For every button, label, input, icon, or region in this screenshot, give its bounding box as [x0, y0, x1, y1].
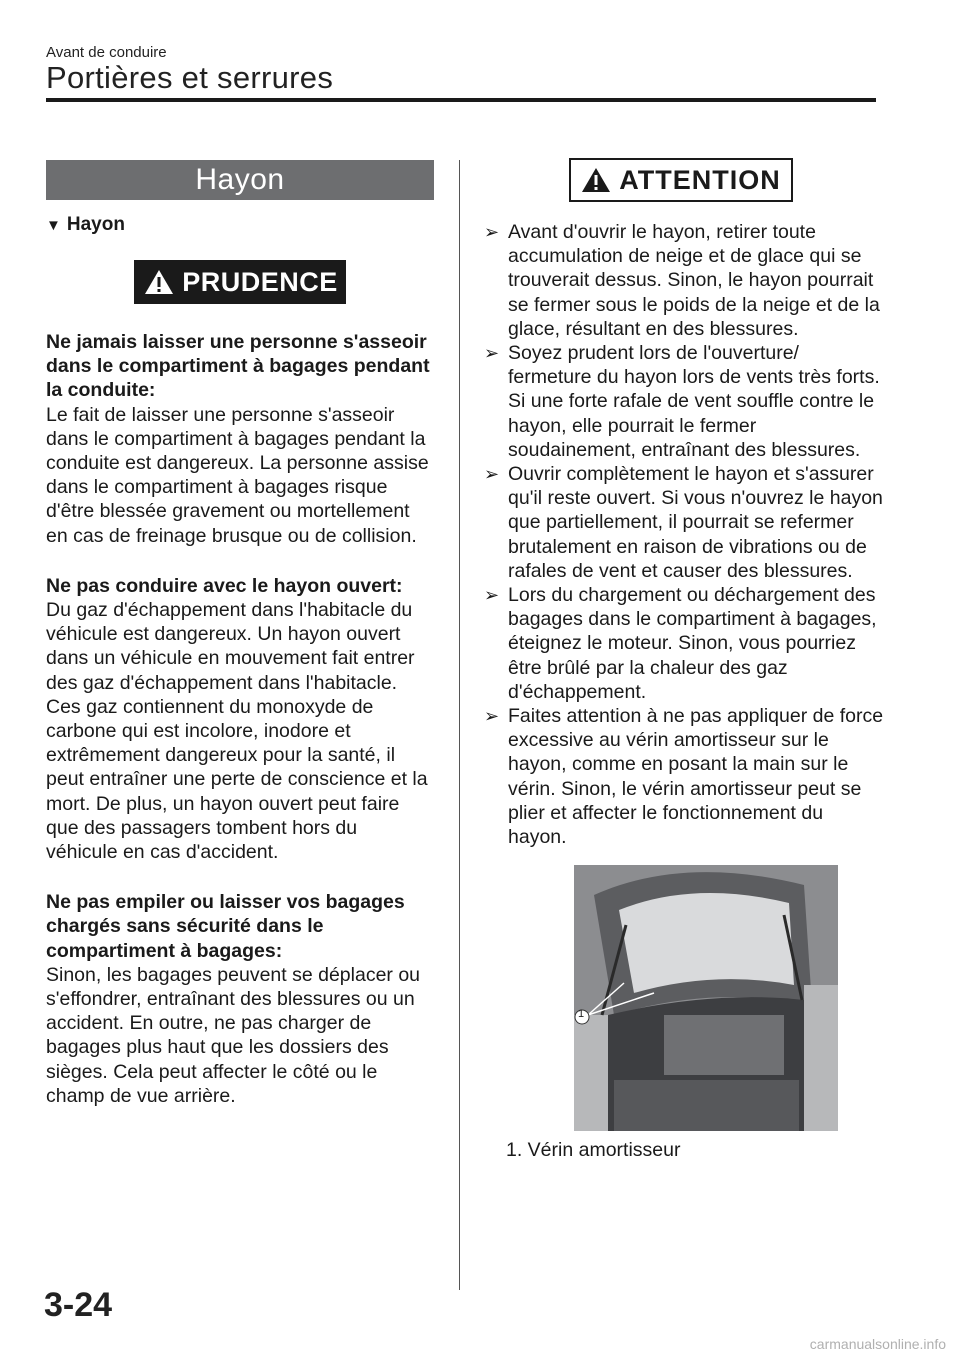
- attention-list: [476, 220, 886, 849]
- column-divider: [459, 160, 460, 1290]
- subheading: [46, 214, 434, 236]
- warning-label-wrap: [46, 260, 434, 304]
- warning-badge: [134, 260, 346, 304]
- arrow-right-icon: ➢: [484, 222, 500, 242]
- list-item: ➢ Faites attention à ne pas appliquer de force excessive au vérin amortisseur sur le hayon, comme en posant la main sur le vérin. Sinon, le vérin amortisseur peut se plier et affecter le fonctionnement du hayon.: [484, 705, 884, 849]
- attention-label: ATTENTION: [619, 164, 781, 195]
- attention-label-wrap: [476, 158, 886, 202]
- list-item: ➢ Avant d'ouvrir le hayon, retirer toute accumulation de neige et de glace qui se trouverait dessus. Sinon, le hayon pourrait se fermer sous le poids de la neige et de la glace, résultant en des blessures.: [484, 221, 880, 340]
- paragraph-1-title: Ne jamais laisser une personne s'asseoir dans le compartiment à bagages pendant la conduite:: [46, 331, 430, 402]
- header-section: Avant de conduire: [46, 44, 167, 61]
- header-divider: [46, 98, 876, 102]
- arrow-right-icon: ➢: [484, 706, 500, 727]
- page-title: Portières et serrures: [46, 60, 334, 95]
- paragraph-3: [46, 890, 434, 1108]
- section-banner: Hayon: [46, 160, 434, 200]
- warning-label: PRUDENCE: [182, 266, 338, 297]
- left-column: [46, 160, 434, 1108]
- paragraph-2-text: Du gaz d'échappement dans l'habitacle du véhicule est dangereux. Un hayon ouvert dans un véhicule en mouvement fait entrer des gaz d'échappement dans l'habitacle. Ces gaz contiennent du monoxyde de carbone qui est incolore, inodore et extrêmement dangereux pour la santé, il peut entraîner une perte de conscience et la mort. De plus, un hayon ouvert peut faire que des passagers tombent hors du véhicule en cas d'accident.: [46, 599, 428, 864]
- paragraph-3-text: Sinon, les bagages peuvent se déplacer ou s'effondrer, entraînant des blessures ou un accident. En outre, ne pas charger de bagages plus haut que les dossiers des sièges. Cela peut affecter le côté ou le champ de vue arrière.: [46, 963, 421, 1107]
- warning-triangle-icon: [581, 166, 611, 194]
- paragraph-3-title: Ne pas empiler ou laisser vos bagages chargés sans sécurité dans le compartiment à bagages:: [46, 891, 405, 962]
- paragraph-2: [46, 574, 434, 864]
- warning-paragraphs: [46, 330, 434, 1108]
- figure-caption: 1. Vérin amortisseur: [506, 1139, 681, 1162]
- list-item: ➢ Ouvrir complètement le hayon et s'assurer qu'il reste ouvert. Si vous n'ouvrez le hayon que partiellement, il pourrait se refermer brutalement en raison de vibrations ou de rafales de vent et causer des blessures.: [484, 463, 883, 582]
- page-number: 3-24: [44, 1286, 113, 1324]
- list-item: ➢ Soyez prudent lors de l'ouverture/ fermeture du hayon lors de vents très forts. Si une forte rafale de vent souffle contre le hayon, elle pourrait le fermer soudainement, entraînant des blessures.: [484, 342, 880, 461]
- arrow-right-icon: ➢: [484, 343, 500, 364]
- triangle-down-icon: ▼: [46, 216, 61, 234]
- arrow-right-icon: ➢: [484, 464, 500, 485]
- subheading-label: Hayon: [66, 214, 125, 235]
- figure-callout: 1: [578, 1008, 585, 1021]
- paragraph-1-text: Le fait de laisser une personne s'asseoir dans le compartiment à bagages pendant la conduite est dangereux. La personne assise dans le compartiment à bagages risque d'être blessée gravement ou mortellement en cas de freinage brusque ou de collision.: [46, 403, 429, 547]
- arrow-right-icon: ➢: [484, 585, 500, 606]
- watermark: carmanualsonline.info: [809, 1336, 946, 1352]
- attention-badge: [569, 158, 792, 202]
- tailgate-illustration: [574, 865, 838, 1131]
- right-column: [476, 158, 886, 1162]
- paragraph-2-title: Ne pas conduire avec le hayon ouvert:: [46, 574, 403, 597]
- tailgate-photo: [574, 865, 838, 1131]
- warning-triangle-icon: [144, 268, 174, 296]
- list-item: ➢ Lors du chargement ou déchargement des bagages dans le compartiment à bagages, éteignez le moteur. Sinon, vous pourriez être brûlé par la chaleur des gaz d'échappement.: [484, 584, 877, 703]
- paragraph-1: [46, 330, 434, 548]
